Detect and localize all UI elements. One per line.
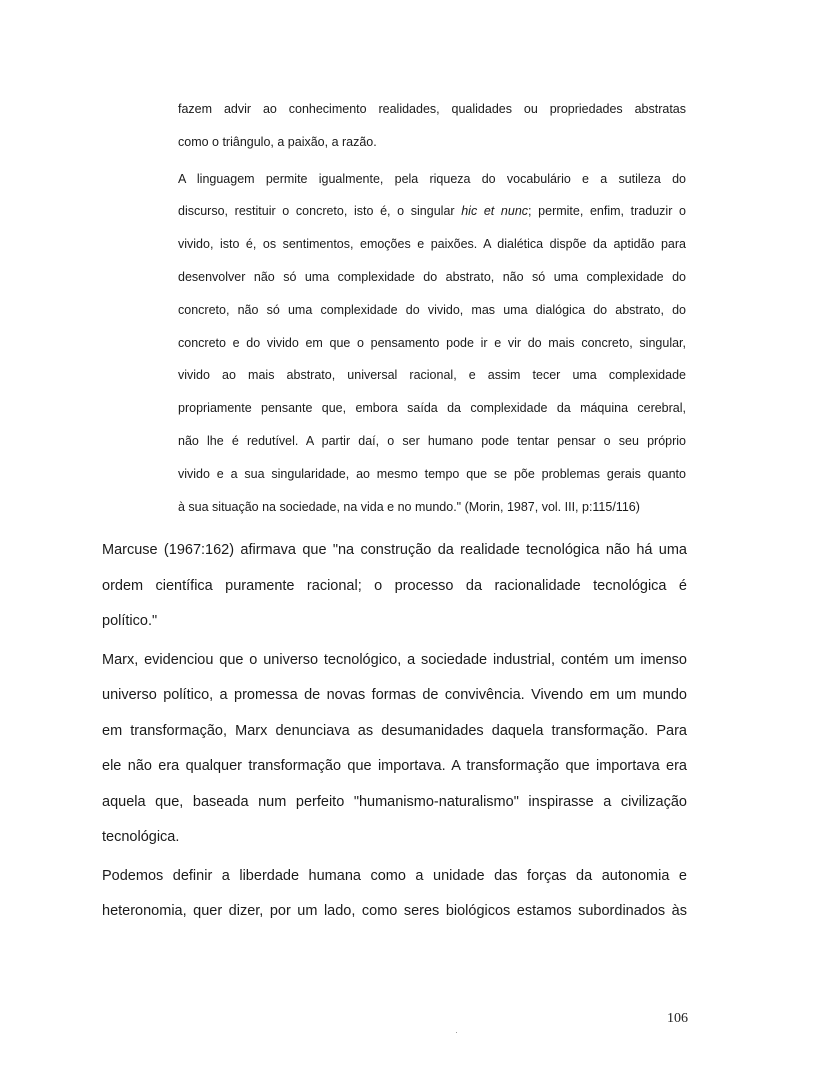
quote-line-text: discurso, restituir o concreto, isto é, o singular [178, 204, 462, 219]
paragraph-line: ele não era qualquer transformação que importava. A transformação que importava era [102, 758, 687, 774]
quote-line: vivido ao mais abstrato, universal racional, e assim tecer uma complexidade [178, 368, 686, 383]
italic-phrase: hic et nunc [461, 204, 529, 219]
paragraph-line: em transformação, Marx denunciava as desumanidades daquela transformação. Para [102, 722, 687, 739]
quote-line: vivido e a sua singularidade, ao mesmo tempo que se põe problemas gerais quanto [178, 466, 686, 481]
quote-line: vivido, isto é, os sentimentos, emoções e paixões. A dialética dispõe da aptidão para [178, 237, 686, 252]
paragraph-line: heteronomia, quer dizer, por um lado, como seres biológicos estamos subordinados às [102, 903, 687, 919]
quote-line: à sua situação na sociedade, na vida e no mundo." (Morin, 1987, vol. III, p:115/116) [178, 499, 640, 514]
scan-speck [456, 1032, 457, 1033]
paragraph-line: tecnológica. [102, 829, 180, 845]
paragraph-line: Marcuse (1967:162) afirmava que "na construção da realidade tecnológica não há uma [102, 542, 687, 558]
quote-line-text: ; permite, enfim, traduzir o [528, 204, 686, 219]
paragraph-line: político." [102, 613, 158, 629]
quote-line-with-italic [178, 200, 686, 233]
quote-line: desenvolver não só uma complexidade do abstrato, não só uma complexidade do [178, 269, 686, 284]
paragraph-line: Marx, evidenciou que o universo tecnológico, a sociedade industrial, contém um imenso [102, 651, 687, 668]
quote-line: A linguagem permite igualmente, pela riqueza do vocabulário e a sutileza do [178, 171, 686, 186]
paragraph-line: universo político, a promessa de novas formas de convivência. Vivendo em um mundo [102, 687, 687, 703]
quote-line: fazem advir ao conhecimento realidades, qualidades ou propriedades abstratas [178, 102, 686, 116]
page-number: 106 [667, 1011, 688, 1026]
quote-line: como o triângulo, a paixão, a razão. [178, 134, 377, 149]
block-quote [178, 98, 686, 528]
quote-line: concreto, não só uma complexidade do vivido, mas uma dialógica do abstrato, do [178, 302, 686, 317]
paragraph-line: Podemos definir a liberdade humana como a unidade das forças da autonomia e [102, 867, 687, 884]
paragraph-line: ordem científica puramente racional; o processo da racionalidade tecnológica é [102, 577, 687, 594]
quote-line: propriamente pensante que, embora saída da complexidade da máquina cerebral, [178, 401, 686, 416]
body-text [102, 537, 687, 934]
quote-line: concreto e do vivido em que o pensamento pode ir e vir do mais concreto, singular, [178, 335, 686, 350]
quote-line: não lhe é redutível. A partir daí, o ser humano pode tentar pensar o seu próprio [178, 433, 686, 448]
paragraph-line: aquela que, baseada num perfeito "humanismo-naturalismo" inspirasse a civilização [102, 793, 687, 810]
